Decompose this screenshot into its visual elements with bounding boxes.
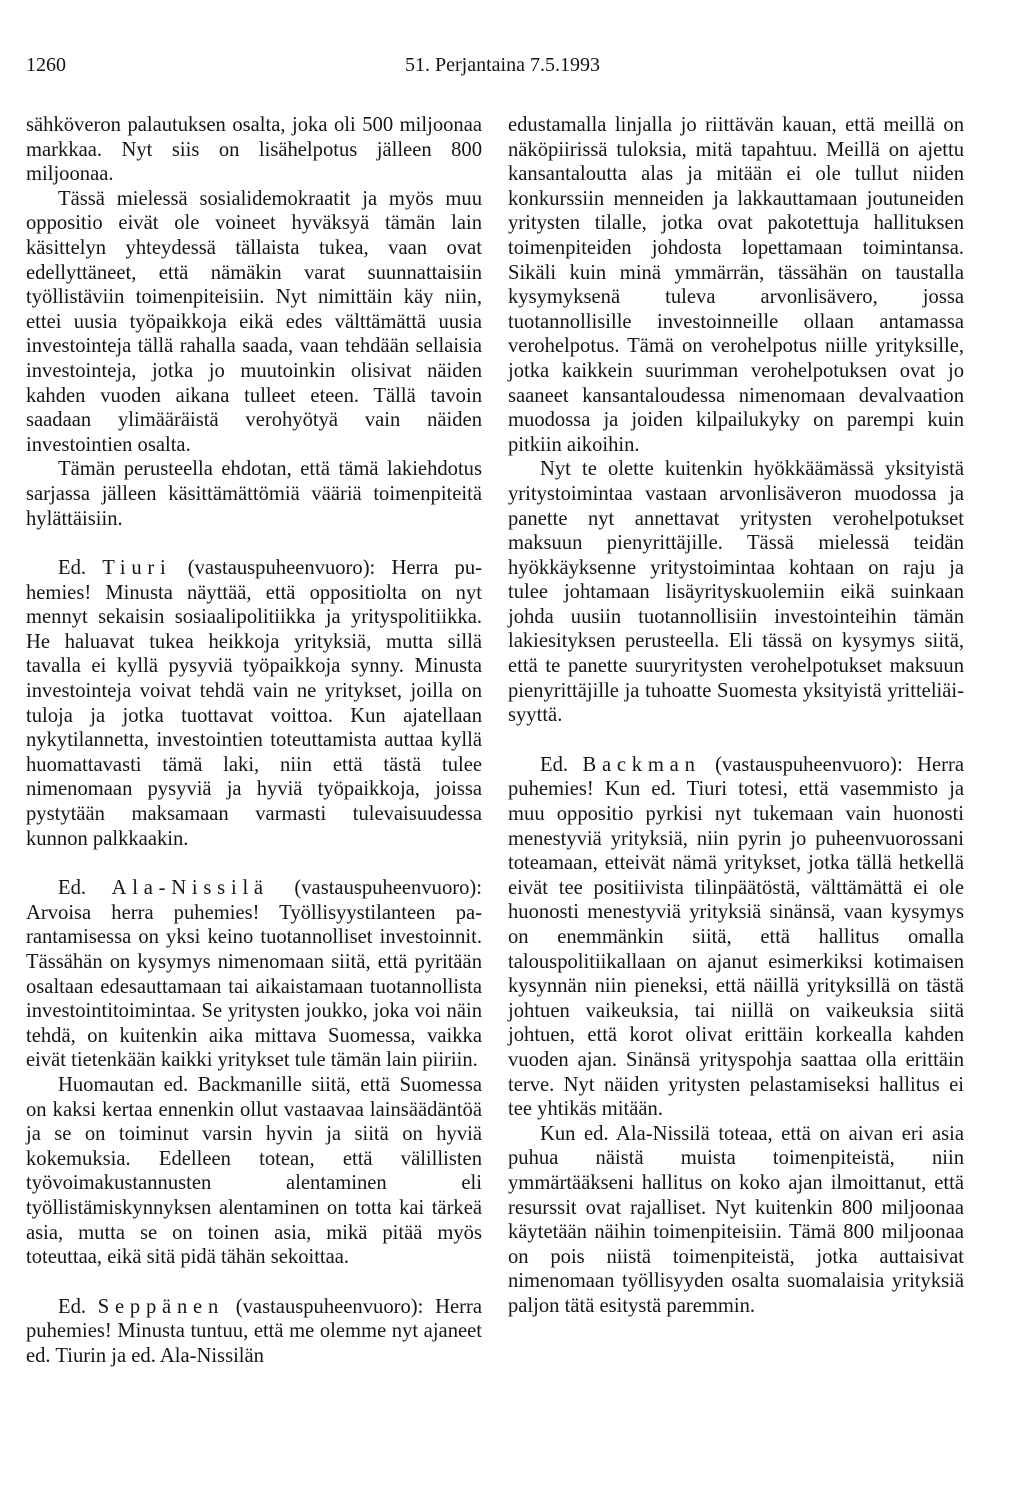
paragraph: sähköveron palautuksen osalta, joka oli 500 miljoonaa markkaa. Nyt siis on lisähelpotus jälleen 800 miljoonaa. — [26, 114, 482, 186]
running-head: 51. Perjantaina 7.5.1993 — [405, 54, 600, 76]
speech-seppanen — [26, 1295, 482, 1369]
speaker-name: Ala-Nissilä — [111, 877, 269, 900]
speech-tiuri — [26, 556, 482, 851]
speech-backman — [508, 753, 964, 1122]
speaker-role: (vastauspuheenvuoro): — [715, 753, 903, 776]
speaker-name: Tiuri — [102, 557, 172, 580]
paragraph: Huomautan ed. Backmanille siitä, että Suomessa on kaksi kertaa ennenkin ollut vastaavaa lainsäädäntöä ja se on toiminut varsin hyvin ja siitä on hyviä kokemuksia. Edelleen totean, että välillisten työvoimakustannusten alentaminen eli työllistämiskynnyksen alentaminen on totta kai tärkeä asia, mutta se on toinen asia, mikä pitää myös toteuttaa, eikä sitä pidä tähän sekoittaa. — [26, 1073, 482, 1269]
paragraph: Tässä mielessä sosialidemokraatit ja myös muu oppositio eivät ole voineet hyväksyä tämän lain käsittelyn yhteydessä tällaista tukea, vaan ovat edellyttäneet, että nämäkin varat suunnattaisiin työllistäviin toimenpiteisiin. Nyt nimittäin käy niin, ettei uusia työpaikkoja eikä edes välttämättä uusia investointeja tällä rahalla saada, vaan tehdään sellaisia investointeja, jotka jo muutoinkin olisivat näiden kahden vuoden aikana tulleet eteen. Tällä tavoin saadaan ylimääräistä verohyötyä vain näiden investointien osalta. — [26, 187, 482, 456]
speaker-prefix: Ed. — [540, 753, 569, 776]
paragraph: Tämän perusteella ehdotan, että tämä lakiehdotus sarjassa jälleen käsittämättömiä vääriä toimenpiteitä hylättäisiin. — [26, 458, 482, 530]
speech-text: Herra puhemies! Minusta tuntuu, että me olemme nyt ajaneet ed. Tiurin ja ed. Ala-Nissilän — [26, 1295, 482, 1367]
speaker-name: Backman — [582, 753, 701, 776]
speech-text: Herra puhemies! Kun ed. Tiuri totesi, että vasemmisto ja muu oppositio pyrkisi nyt tukemaan vain huonosti menestyviä yrityksiä, niin pyrin jo puheenvuorossani toteamaan, etteivät nämä yritykset, jotka tällä hetkellä eivät tee positiivista tilinpäätöstä, välttämättä ei ole huonosti menestyviä yrityksiä sinänsä, vaan kysymys on enemmänkin siitä, että hallitus omalla talouspolitiikallaan on ajanut esimerkiksi kotimaisen kysynnän niin pieneksi, että näillä yrityksillä on tästä johtuen vaikeuksia, tai niillä on vaikeuksia siitä johtuen, että korot olivat erittäin korkealla kahden vuoden ajan. Sinänsä yrityspohja saattaa olla erittäin terve. Nyt näiden yritysten pelastamiseksi hallitus ei tee yhtikäs mitään. — [508, 753, 964, 1121]
speaker-prefix: Ed. — [58, 557, 87, 580]
page-header — [26, 50, 988, 80]
speaker-role: (vastauspuheenvuoro): — [294, 877, 482, 900]
speech-ala-nissila — [26, 876, 482, 1073]
paragraph: Kun ed. Ala-Nissilä toteaa, että on aivan eri asia puhua näistä muista toimenpiteistä, niin ymmärtääkseni hallitus on koko ajan ilmoittanut, että resurssit ovat rajalliset. Nyt kuitenkin 800 miljoonaa käytetään näihin toimenpiteisiin. Tämä 800 miljoonaa on pois niistä toimenpiteistä, jotka auttaisivat nimenomaan työllisyyden osalta suomalaisia yrityksiä paljon tätä esitystä paremmin. — [508, 1122, 964, 1317]
speaker-name: Seppänen — [97, 1295, 225, 1318]
paragraph: Nyt te olette kuitenkin hyökkäämässä yksityistä yritystoimintaa vastaan arvonlisäveron muodossa ja panette nyt annettavat yritysten verohelpotukset maksuun pienyrittäjille. Tässä mielessä teidän hyökkäyksenne yritystoimintaa kohtaan on raju ja tulee johtamaan lisäyrityskuolemiin eikä suinkaan johda uusiin tuotannollisiin investointeihin tämän lakiesityksen perusteella. Eli tässä on kysymys siitä, että te panette suuryritysten verohelpotukset maksuun pienyrittäjille ja tuhoatte Suomesta yksityistä yritteliäisyyttä. — [508, 458, 964, 727]
speaker-prefix: Ed. — [58, 1295, 87, 1318]
page-number: 1260 — [26, 54, 66, 76]
right-column — [508, 113, 964, 1319]
speaker-role: (vastauspuheenvuoro): — [187, 557, 376, 580]
paragraph: edustamalla linjalla jo riittävän kauan, että meillä on näköpiirissä tuloksia, mitä tapahtuu. Meillä on ajettu kansantaloutta alas ja mitään ei ole tullut niiden konkurssiin menneiden ja lakkauttamaan joutuneiden yritysten tilalle, jotka ovat pakotettuja hallituksen toimenpiteiden johdosta lopettamaan toimintansa. Sikäli kuin minä ymmärrän, tässähän on taustalla kysymyksenä tuleva arvonlisävero, jossa tuotannollisille investoinneille ollaan antamassa verohelpotus. Tämä on verohelpotus niille yrityksille, jotka kaikkein suurimman verohelpotuksen ovat jo saaneet kansantaloudessa nimenomaan devalvaation muodossa ja joiden kilpailukyky on parempi kuin pitkiin aikoihin. — [508, 114, 964, 456]
left-column — [26, 113, 482, 1369]
speaker-prefix: Ed. — [58, 877, 87, 900]
speech-text: Herra puhemies! Minusta näyttää, että oppositiolta on nyt mennyt sekaisin sosiaalipolitiikka ja yrityspolitiikka. He haluavat tukea heikkoja yrityksiä, mutta sillä tavalla ei kyllä pysyviä työpaikkoja synny. Minusta investointeja voivat tehdä vain ne yritykset, joilla on tuloja ja jotka tuottavat voittoa. Kun ajatellaan nykytilannetta, investointien toteuttamista auttaa kyllä huomattavasti tämä laki, niin että tästä tulee nimenomaan pysyviä ja hyviä työpaikkoja, joissa pystytään maksamaan varmasti tulevaisuudessa kunnon palkkaakin. — [26, 557, 482, 850]
speech-text: Arvoisa herra puhemies! Työllisyystilanteen parantamisessa on yksi keino tuotannolliset investoinnit. Tässähän on kysymys nimenomaan siitä, että pyritään osaltaan edesauttamaan tai aikaistamaan tuotannollista investointitoimintaa. Se yritysten joukko, joka voi näin tehdä, on kuitenkin aika mittava Suomessa, vaikka eivät tietenkään kaikki yritykset tule tämän lain piiriin. — [26, 901, 482, 1072]
speaker-role: (vastauspuheenvuoro): — [235, 1295, 424, 1318]
